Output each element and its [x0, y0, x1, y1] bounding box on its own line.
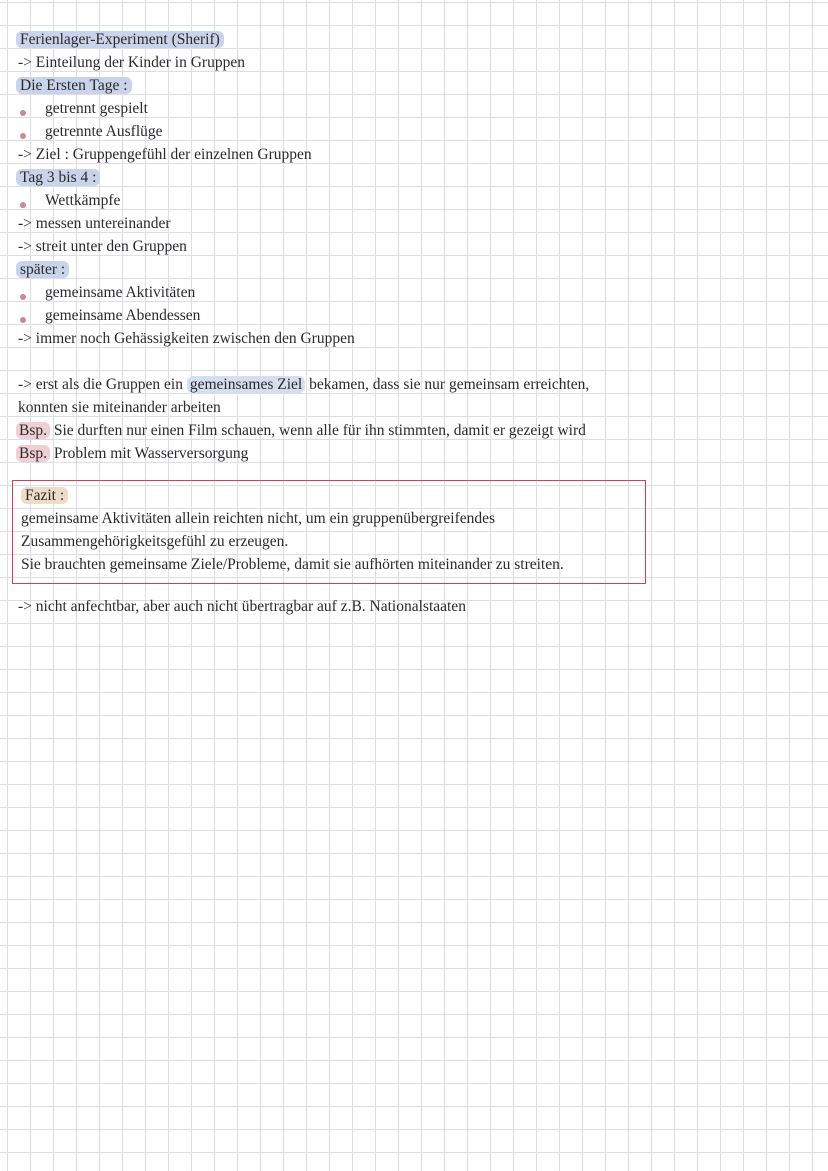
notes-section	[18, 28, 818, 465]
example-line: Bsp. Sie durften nur einen Film schauen, wenn alle für ihn stimmten, damit er gezeigt wird	[18, 419, 818, 442]
section-heading-day-3-4: Tag 3 bis 4 :	[18, 166, 818, 189]
example-line: Bsp. Problem mit Wasserversorgung	[18, 442, 818, 465]
fazit-label: Fazit :	[21, 487, 68, 504]
arrow-line: -> streit unter den Gruppen	[18, 238, 187, 255]
example-label: Bsp.	[16, 445, 50, 462]
section-heading-later: später :	[18, 258, 818, 281]
fazit-line: gemeinsame Aktivitäten allein reichten nicht, um ein gruppenübergreifendes	[21, 510, 496, 527]
list-item: getrennt gespielt	[45, 100, 148, 117]
highlight-common-goal: gemeinsames Ziel	[187, 376, 305, 393]
list-item: Wettkämpfe	[45, 192, 121, 209]
section-heading-first-days: Die Ersten Tage :	[18, 74, 818, 97]
arrow-line: -> Ziel : Gruppengefühl der einzelnen Gruppen	[18, 146, 312, 163]
example-label: Bsp.	[16, 422, 50, 439]
paragraph-line: konnten sie miteinander arbeiten	[18, 399, 221, 416]
arrow-line: -> immer noch Gehässigkeiten zwischen den Gruppen	[18, 330, 355, 347]
paragraph-line: -> erst als die Gruppen ein gemeinsames Ziel bekamen, dass sie nur gemeinsam erreichten,	[18, 376, 590, 393]
fazit-content	[21, 484, 641, 576]
fazit-line: Zusammengehörigkeitsgefühl zu erzeugen.	[21, 533, 289, 550]
fazit-label-line	[21, 484, 641, 507]
list-item: gemeinsame Aktivitäten	[45, 284, 196, 301]
intro-line: -> Einteilung der Kinder in Gruppen	[18, 54, 245, 71]
arrow-line: -> messen untereinander	[18, 215, 171, 232]
conclusion-line: -> nicht anfechtbar, aber auch nicht übertragbar auf z.B. Nationalstaaten	[18, 598, 466, 615]
fazit-line: Sie brauchten gemeinsame Ziele/Probleme, damit sie aufhörten miteinander zu streiten.	[21, 556, 564, 573]
list-item: gemeinsame Abendessen	[45, 307, 201, 324]
title: Ferienlager-Experiment (Sherif)	[16, 31, 224, 48]
title-line	[18, 28, 818, 51]
list-item: getrennte Ausflüge	[45, 123, 163, 140]
